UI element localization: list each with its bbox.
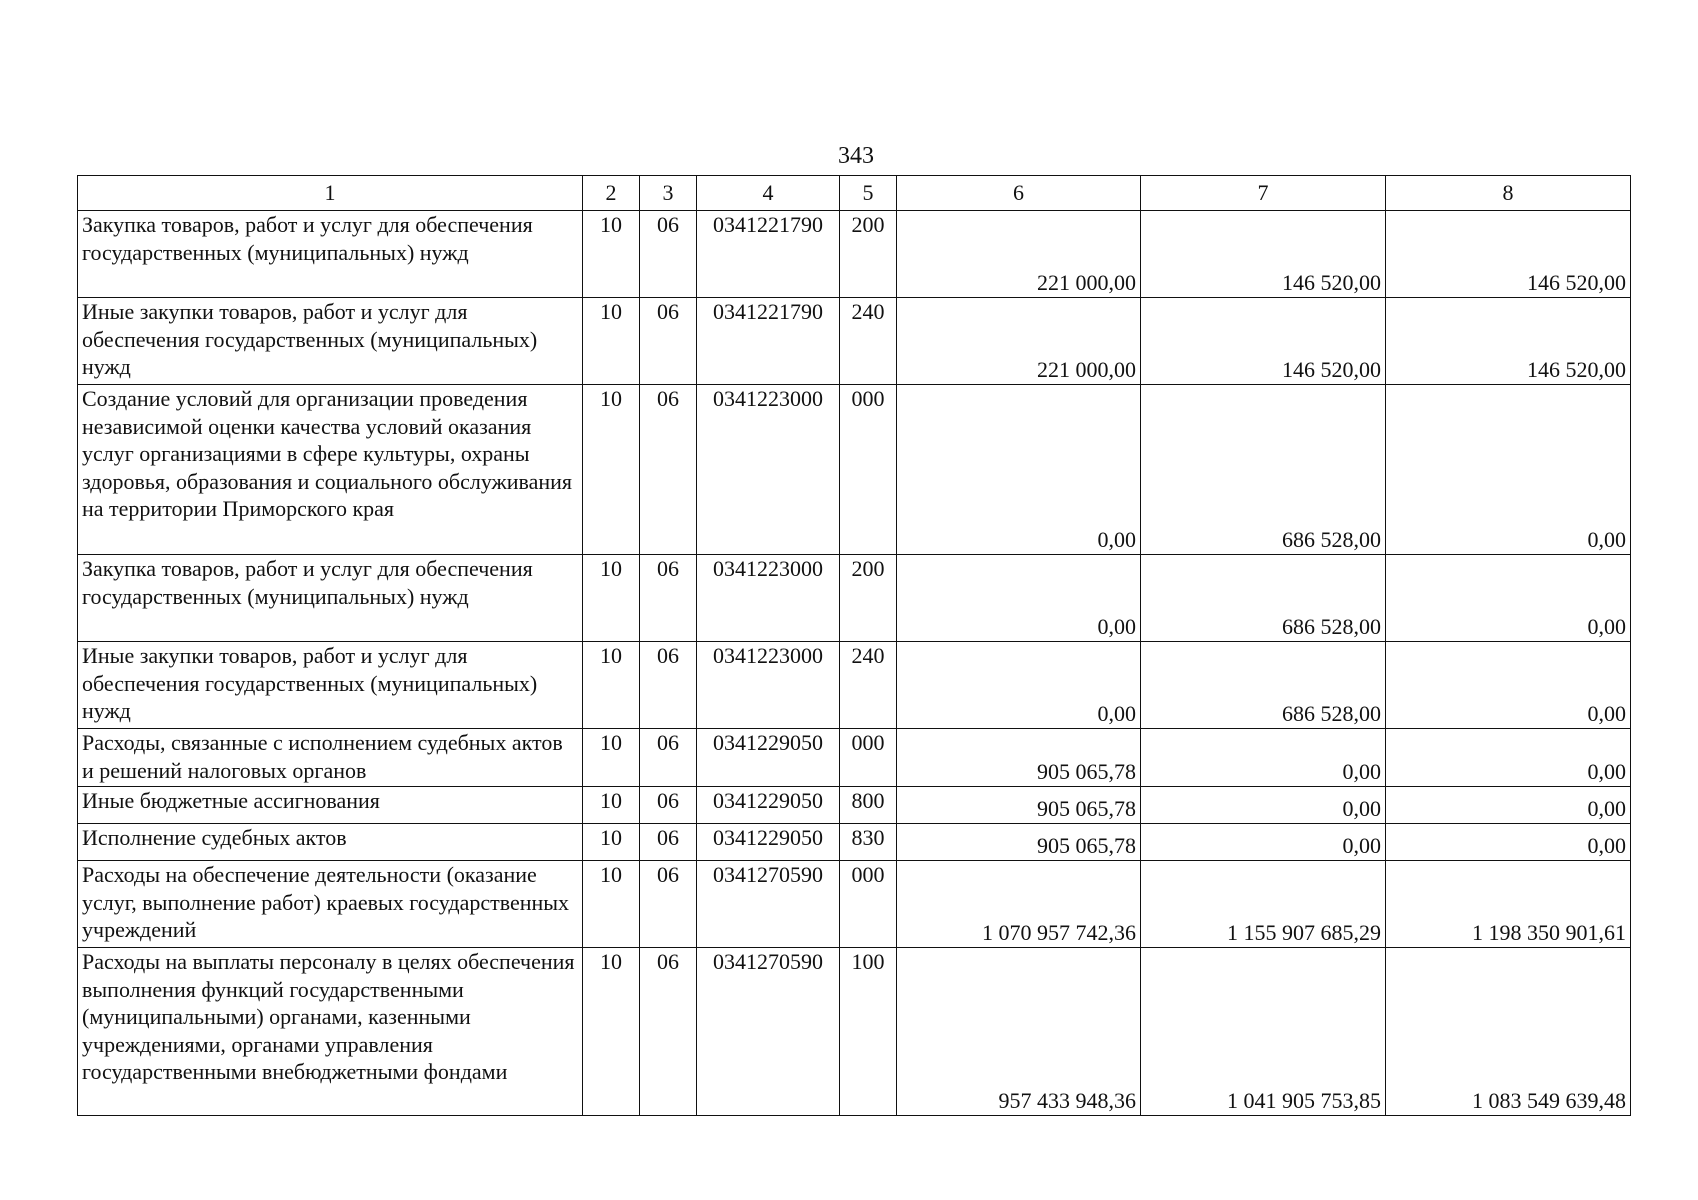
row-name: Иные закупки товаров, работ и услуг для обеспечения государственных (муниципальных) нужд	[78, 298, 583, 385]
row-expense-type: 100	[840, 948, 897, 1116]
row-amount-7: 686 528,00	[1141, 385, 1386, 555]
row-amount-8: 1 083 549 639,48	[1386, 948, 1631, 1116]
row-section: 10	[583, 729, 640, 787]
row-name: Исполнение судебных актов	[78, 824, 583, 861]
table-row	[78, 948, 1631, 1116]
row-expense-type: 240	[840, 298, 897, 385]
row-subsection: 06	[640, 298, 697, 385]
row-amount-6: 0,00	[897, 642, 1141, 729]
row-expense-type: 000	[840, 861, 897, 948]
row-subsection: 06	[640, 729, 697, 787]
column-header: 1	[78, 176, 583, 211]
row-section: 10	[583, 385, 640, 555]
column-header: 2	[583, 176, 640, 211]
row-amount-6: 905 065,78	[897, 824, 1141, 861]
row-target-code: 0341270590	[697, 861, 840, 948]
row-expense-type: 200	[840, 555, 897, 642]
row-subsection: 06	[640, 642, 697, 729]
row-target-code: 0341221790	[697, 211, 840, 298]
row-section: 10	[583, 642, 640, 729]
table-row	[78, 729, 1631, 787]
row-amount-6: 221 000,00	[897, 298, 1141, 385]
row-target-code: 0341223000	[697, 385, 840, 555]
row-name: Создание условий для организации проведения независимой оценки качества условий оказания услуг организациями в сфере культуры, охраны здоровья, образования и социального обслуживания на территории Приморского края	[78, 385, 583, 555]
row-amount-6: 1 070 957 742,36	[897, 861, 1141, 948]
row-amount-7: 686 528,00	[1141, 642, 1386, 729]
row-subsection: 06	[640, 555, 697, 642]
row-expense-type: 830	[840, 824, 897, 861]
row-section: 10	[583, 555, 640, 642]
row-amount-8: 1 198 350 901,61	[1386, 861, 1631, 948]
header-row	[78, 176, 1631, 211]
row-name: Закупка товаров, работ и услуг для обеспечения государственных (муниципальных) нужд	[78, 211, 583, 298]
row-name: Иные закупки товаров, работ и услуг для обеспечения государственных (муниципальных) нужд	[78, 642, 583, 729]
row-name: Расходы, связанные с исполнением судебных актов и решений налоговых органов	[78, 729, 583, 787]
row-name: Закупка товаров, работ и услуг для обеспечения государственных (муниципальных) нужд	[78, 555, 583, 642]
row-section: 10	[583, 787, 640, 824]
table-row	[78, 642, 1631, 729]
page-number: 343	[838, 143, 874, 169]
row-target-code: 0341223000	[697, 642, 840, 729]
row-subsection: 06	[640, 385, 697, 555]
row-section: 10	[583, 298, 640, 385]
row-target-code: 0341270590	[697, 948, 840, 1116]
table-row	[78, 861, 1631, 948]
row-name: Иные бюджетные ассигнования	[78, 787, 583, 824]
row-target-code: 0341229050	[697, 824, 840, 861]
row-amount-7: 146 520,00	[1141, 211, 1386, 298]
row-amount-8: 0,00	[1386, 787, 1631, 824]
column-header: 8	[1386, 176, 1631, 211]
row-amount-8: 0,00	[1386, 729, 1631, 787]
row-amount-7: 146 520,00	[1141, 298, 1386, 385]
column-header: 7	[1141, 176, 1386, 211]
row-target-code: 0341221790	[697, 298, 840, 385]
row-amount-6: 905 065,78	[897, 729, 1141, 787]
column-header: 4	[697, 176, 840, 211]
row-amount-8: 0,00	[1386, 642, 1631, 729]
row-expense-type: 000	[840, 385, 897, 555]
row-subsection: 06	[640, 211, 697, 298]
table-row	[78, 211, 1631, 298]
row-name: Расходы на выплаты персоналу в целях обеспечения выполнения функций государственными (муниципальными) органами, казенными учреждениями, органами управления государственными внебюджетными фондами	[78, 948, 583, 1116]
row-amount-7: 0,00	[1141, 729, 1386, 787]
table-row	[78, 298, 1631, 385]
row-amount-7: 0,00	[1141, 787, 1386, 824]
column-header: 5	[840, 176, 897, 211]
row-amount-6: 957 433 948,36	[897, 948, 1141, 1116]
row-amount-7: 0,00	[1141, 824, 1386, 861]
row-target-code: 0341229050	[697, 787, 840, 824]
row-amount-8: 146 520,00	[1386, 211, 1631, 298]
row-subsection: 06	[640, 787, 697, 824]
row-amount-7: 1 155 907 685,29	[1141, 861, 1386, 948]
table-row	[78, 787, 1631, 824]
row-amount-6: 0,00	[897, 385, 1141, 555]
row-amount-8: 0,00	[1386, 385, 1631, 555]
row-target-code: 0341223000	[697, 555, 840, 642]
row-amount-8: 0,00	[1386, 555, 1631, 642]
row-target-code: 0341229050	[697, 729, 840, 787]
row-section: 10	[583, 948, 640, 1116]
row-section: 10	[583, 824, 640, 861]
row-amount-8: 146 520,00	[1386, 298, 1631, 385]
table-row	[78, 824, 1631, 861]
table-row	[78, 385, 1631, 555]
row-subsection: 06	[640, 824, 697, 861]
column-header: 6	[897, 176, 1141, 211]
row-expense-type: 800	[840, 787, 897, 824]
row-expense-type: 200	[840, 211, 897, 298]
row-expense-type: 000	[840, 729, 897, 787]
row-amount-7: 1 041 905 753,85	[1141, 948, 1386, 1116]
row-amount-6: 221 000,00	[897, 211, 1141, 298]
row-name: Расходы на обеспечение деятельности (оказание услуг, выполнение работ) краевых государственных учреждений	[78, 861, 583, 948]
row-amount-8: 0,00	[1386, 824, 1631, 861]
table-row	[78, 555, 1631, 642]
row-amount-6: 905 065,78	[897, 787, 1141, 824]
row-subsection: 06	[640, 948, 697, 1116]
row-subsection: 06	[640, 861, 697, 948]
column-header: 3	[640, 176, 697, 211]
row-amount-7: 686 528,00	[1141, 555, 1386, 642]
row-section: 10	[583, 211, 640, 298]
budget-table	[77, 175, 1631, 1116]
row-section: 10	[583, 861, 640, 948]
row-amount-6: 0,00	[897, 555, 1141, 642]
row-expense-type: 240	[840, 642, 897, 729]
